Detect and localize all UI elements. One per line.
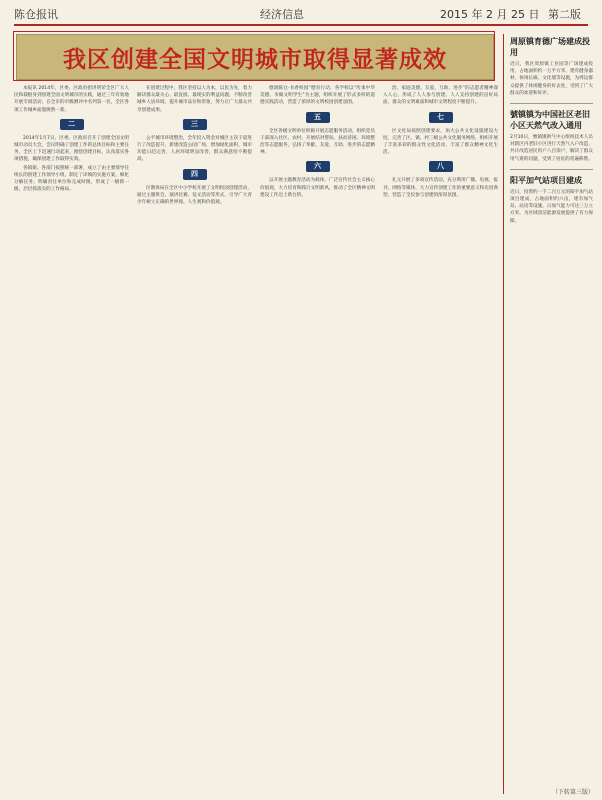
- sidebar-item-text: 近日，投资约一千二百万元的阳平加气站项目建成，占地面积约六亩，建有加气岛、站房等设施，日加气能力可达三万立方米，为区域清洁能源发展提供了有力保障。: [510, 189, 593, 224]
- article-paragraph: 治、家庭美德、友爱、互助、进步”的志愿者精神深入人心，形成了人人参与创建、人人支持创建的良好局面，群众的文明素质和城市文明程度不断提升。: [383, 86, 498, 106]
- section-marker: [137, 169, 252, 180]
- section-marker: [14, 119, 129, 130]
- article-column-3: [260, 85, 375, 790]
- article-column-4: [383, 85, 498, 790]
- sidebar-item-text: 2月10日，號镇镇供气中心组织技术人员对辖区内老旧小区进行天然气入户改造，共计改造居民用户八百余户，解决了群众用气难的问题，受到了居民的普遍称赞。: [510, 135, 593, 162]
- article-column-1: [14, 85, 129, 790]
- section-number: 八: [429, 161, 453, 172]
- section-marker: [137, 119, 252, 130]
- section-number: 二: [60, 119, 84, 130]
- article-paragraph: 公平城市环境整治，全年投入资金对城区主次干道进行了改造提升，新建改造公园广场，增加绿化面积，城市功能日趋完善，人居环境明显改善，群众满意度不断提高。: [137, 135, 252, 163]
- article-column-2: [137, 85, 252, 790]
- masthead-rule: [14, 24, 588, 26]
- article-paragraph: 全区各级文明单位积极开展志愿服务活动，组织党员干部深入社区、农村，开展结对帮扶、扶贫济困、环境整治等志愿服务，弘扬了奉献、友爱、互助、进步的志愿精神。: [260, 128, 375, 156]
- sidebar-item-title: 號镇镇为中国社区老旧小区天然气改入通用: [510, 110, 590, 131]
- article-paragraph: 以开展主题教育活动为载体，广泛宣传社会主义核心价值观，大力培育和践行文明新风，推动了全区精神文明建设工作迈上新台阶。: [260, 178, 375, 198]
- article-paragraph: 本报讯 2014年，区委、区政府把讲明荣全区广大人民和栽植身到创建全国文明城市的实践，通过三年有效地开展专项活动，在全市的市级测评中名列第一名，全区各项工作城乡面貌焕然一新。: [14, 86, 129, 113]
- section-number: 七: [429, 112, 453, 123]
- sidebar-item: [510, 36, 593, 97]
- article-paragraph: 区教体局在全区中小学校开展了文明校园创建活动，通过主题班会、演讲比赛、征文活动等形式，引导广大青少年树立正确的世界观、人生观和价值观。: [137, 185, 252, 206]
- sidebar-item-text: 近日，我区周原镇工业园等广场建成投用，占地面积约一万平方米，建有健身器材、休闲长廊、文化墙等设施，为周边群众提供了休闲健身的好去处，受到了广大群众的欢迎和好评。: [510, 62, 593, 96]
- page-number: 第二版: [548, 8, 581, 21]
- article-paragraph: 在创建过程中，我区坚持以人为本，以民为先，着力解决群众最关心、最直接、最现实的利益问题，不断改善城乡人居环境，提升城市品位和形象，努力让广大群众共享创建成果。: [137, 86, 252, 113]
- article-paragraph: 2014年1月7日，区委、区政府召开了创建全国文明城市动员大会，会议明确了创建工作的总体目标和主要任务，全区上下迅速行动起来，围绕创建目标，认真落实各项措施，确保创建工作取得实效。: [14, 135, 129, 163]
- headline-banner: [16, 34, 494, 80]
- issue-date: 2015 年 2 月 25 日: [440, 8, 540, 21]
- sidebar-item: [510, 175, 593, 225]
- headline-text: 我区创建全国文明城市取得显著成效: [63, 46, 447, 73]
- paper-name: 陈仓报讯: [14, 8, 58, 21]
- section-name: 经济信息: [260, 8, 304, 21]
- section-number: 五: [306, 112, 330, 123]
- section-number: 三: [183, 119, 207, 130]
- section-marker: [260, 112, 375, 123]
- article-body: [14, 85, 498, 790]
- section-number: 六: [306, 161, 330, 172]
- article-paragraph: 德润陈仓·书香校园”德育行动，各学校以“传承中华美德、争做文明学生”为主题，组织开展了形式多样的道德实践活动，营造了浓厚的文明校园创建氛围。: [260, 86, 375, 106]
- masthead: [0, 0, 602, 26]
- news-sidebar: [503, 34, 593, 794]
- sidebar-divider: [510, 169, 593, 170]
- section-marker: [260, 161, 375, 172]
- section-marker: [383, 161, 498, 172]
- sidebar-divider: [510, 103, 593, 104]
- article-paragraph: 区文化局按照创建要求，加大公共文化设施建设力度，完善了区、镇、村三级公共文化服务网络，组织开展了丰富多彩的群众性文化活动，丰富了群众精神文化生活。: [383, 128, 498, 156]
- sidebar-item-title: 阳平加气站项目建成: [510, 175, 582, 185]
- article-paragraph: 孔元开展了多项宣传活动，充分利用广播、电视、报刊、网络等媒体，大力宣传创建工作的重要意义和先进典型，营造了全民参与创建的浓厚氛围。: [383, 178, 498, 198]
- sidebar-item-title: 周原镇育德广场建成投用: [510, 37, 590, 57]
- article-paragraph: 各镇街、各部门按照统一部署，成立了由主要领导任组长的创建工作领导小组，制定了详细的实施方案，细化分解任务，明确责任单位和完成时限，形成了一级抓一级、层层抓落实的工作格局。: [14, 165, 129, 193]
- section-marker: [383, 112, 498, 123]
- continued-note: （下转第三版）: [551, 789, 594, 796]
- section-number: 四: [183, 169, 207, 180]
- sidebar-item: [510, 109, 593, 163]
